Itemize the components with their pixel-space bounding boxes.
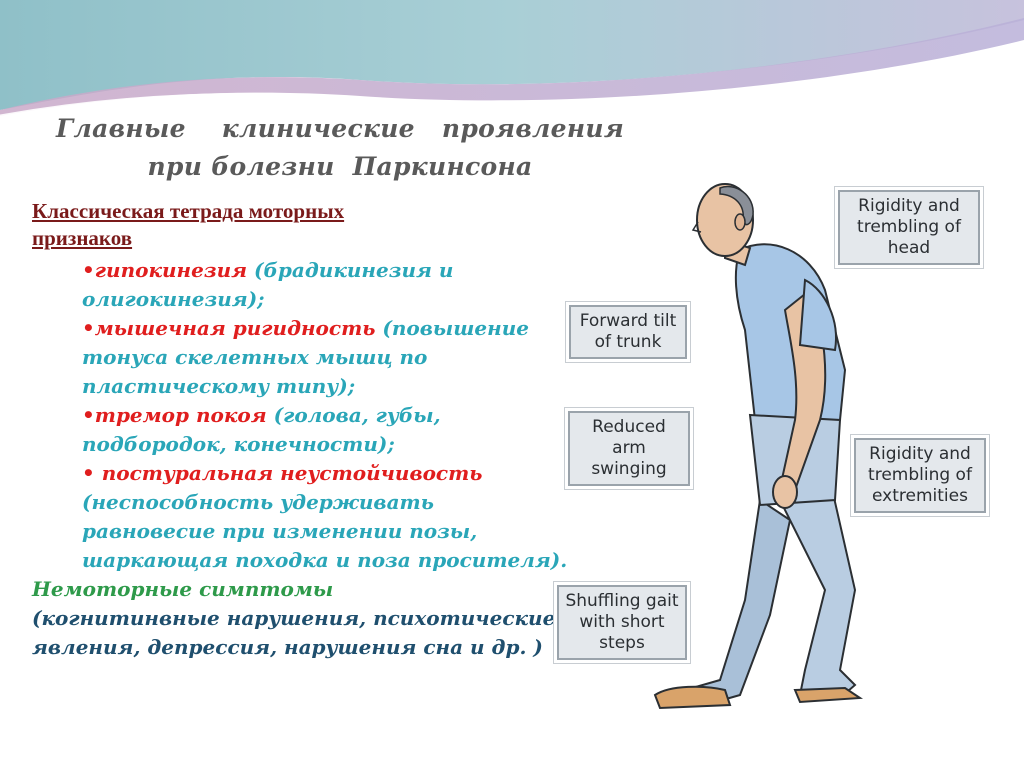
parkinson-patient-illustration bbox=[555, 170, 1020, 730]
symptom-description: (повышение тонуса скелетных мышц по пластическому типу); bbox=[82, 316, 529, 398]
nonmotor-text: (когнитинвные нарушения, психотические явления, депрессия, нарушения сна и др. ) bbox=[32, 606, 556, 659]
motor-symptom-list bbox=[82, 256, 572, 575]
symptom-term: •мышечная ригидность bbox=[82, 316, 376, 340]
symptom-description: (голова, губы, подбородок, конечности); bbox=[82, 403, 441, 456]
label-shuffling-gait: Shuffling gait with short steps bbox=[557, 585, 687, 660]
list-item bbox=[82, 459, 572, 575]
list-item bbox=[82, 401, 572, 459]
label-rigidity-head: Rigidity and trembling of head bbox=[838, 190, 980, 265]
symptom-term: • постуральная неустойчивость bbox=[82, 461, 483, 485]
motor-heading-line-1: Классическая тетрада моторных bbox=[32, 199, 345, 223]
label-reduced-arm-swing: Reduced arm swinging bbox=[568, 411, 690, 486]
symptom-description: (неспособность удерживать равновесие при изменении позы, шаркающая походка и поза просителя). bbox=[82, 490, 568, 572]
label-forward-tilt: Forward tilt of trunk bbox=[569, 305, 687, 359]
motor-heading-line-2: признаков bbox=[32, 226, 133, 250]
decorative-wave-banner bbox=[0, 0, 1024, 120]
title-line-2: при болезни Паркинсона bbox=[147, 152, 533, 181]
nonmotor-heading: Немоторные симптомы bbox=[32, 577, 334, 601]
content-block bbox=[32, 198, 572, 662]
label-rigidity-extremities: Rigidity and trembling of extremities bbox=[854, 438, 986, 513]
title-line-1: Главные клинические проявления bbox=[55, 114, 625, 143]
symptom-description: (брадикинезия и олигокинезия); bbox=[82, 258, 454, 311]
motor-heading bbox=[32, 198, 572, 252]
list-item bbox=[82, 256, 572, 314]
symptom-term: •тремор покоя bbox=[82, 403, 267, 427]
nonmotor-section bbox=[32, 575, 572, 662]
symptom-term: •гипокинезия bbox=[82, 258, 248, 282]
list-item bbox=[82, 314, 572, 401]
